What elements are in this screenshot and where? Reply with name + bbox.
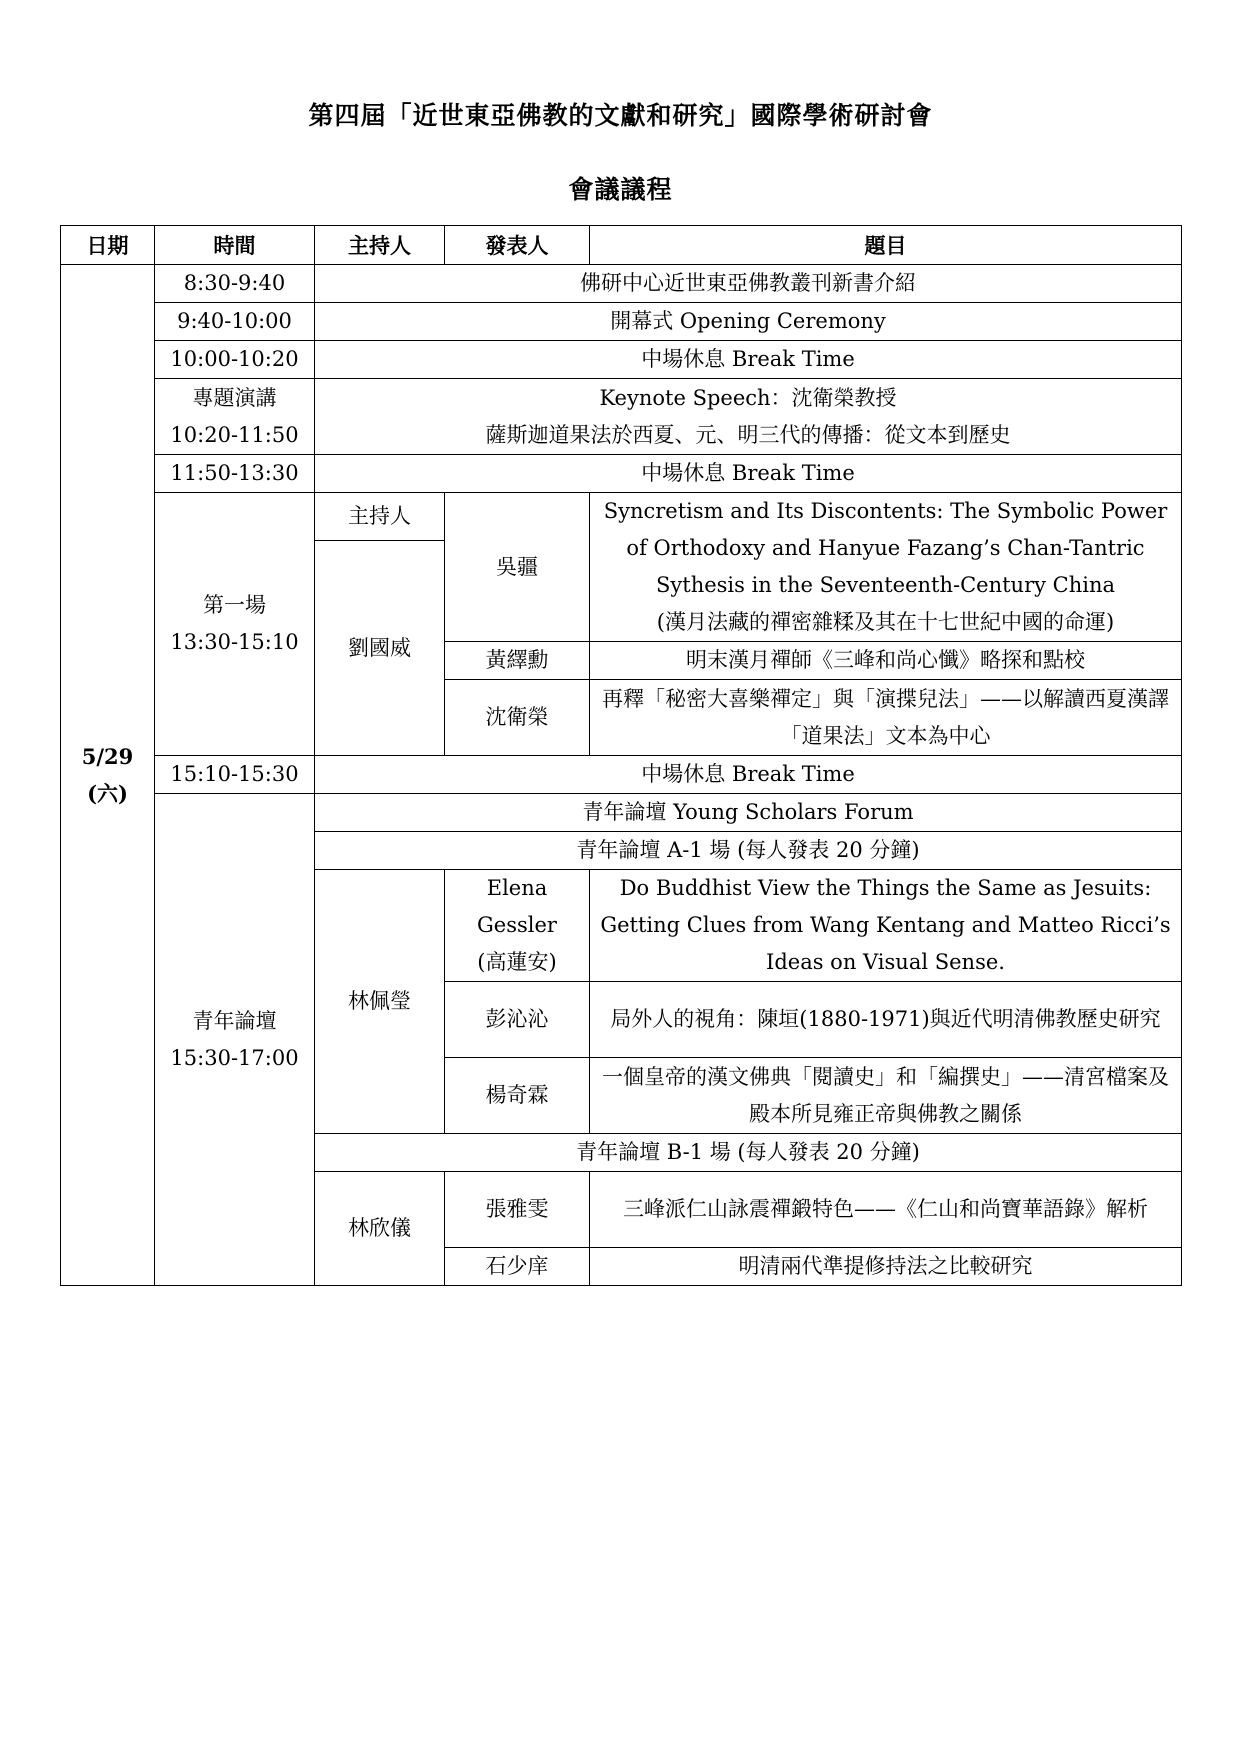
item-cell: 中場休息 Break Time — [315, 756, 1182, 794]
time-cell: 15:10-15:30 — [155, 756, 315, 794]
presenter-name-line: Elena — [486, 876, 548, 900]
header-date: 日期 — [61, 226, 155, 265]
forum-time-cell — [155, 794, 315, 1286]
presenter-cell: 彭沁沁 — [445, 982, 590, 1058]
topic-cell: 局外人的視角：陳垣(1880-1971)與近代明清佛教歷史研究 — [590, 982, 1182, 1058]
forum-a1-chair-cell: 林佩瑩 — [315, 870, 445, 1134]
topic-text: Syncretism and Its Discontents: The Symbolic Power of Orthodoxy and Hanyue Fazang’s Chan-Tantric Sythesis in the Seventeenth-Century China — [603, 499, 1168, 597]
table-row — [61, 493, 1182, 541]
document-title: 第四屆「近世東亞佛教的文獻和研究」國際學術研討會 — [308, 101, 933, 130]
presenter-cell: 石少庠 — [445, 1248, 590, 1286]
item-cell: 開幕式 Opening Ceremony — [315, 303, 1182, 341]
table-row — [61, 455, 1182, 493]
topic-cell: 三峰派仁山詠震禪鍛特色——《仁山和尚寶華語錄》解析 — [590, 1172, 1182, 1248]
item-cell: 中場休息 Break Time — [315, 455, 1182, 493]
chair-label-cell: 主持人 — [315, 493, 445, 541]
presenter-cell: 張雅雯 — [445, 1172, 590, 1248]
topic-cell — [590, 493, 1182, 642]
table-row — [61, 341, 1182, 379]
keynote-cell — [315, 379, 1182, 455]
topic-cell: 再釋「秘密大喜樂禪定」與「演揲兒法」——以解讀西夏漢譯「道果法」文本為中心 — [590, 680, 1182, 756]
forum-time: 15:30-17:00 — [170, 1045, 299, 1070]
forum-label: 青年論壇 — [192, 1008, 277, 1033]
topic-cell: 明清兩代準提修持法之比較研究 — [590, 1248, 1182, 1286]
header-chair: 主持人 — [315, 226, 445, 265]
presenter-name-line: Gessler — [477, 913, 557, 937]
session1-time-cell — [155, 493, 315, 756]
table-row — [61, 303, 1182, 341]
session1-label: 第一場 — [203, 593, 266, 617]
time-cell: 9:40-10:00 — [155, 303, 315, 341]
forum-b1-chair-cell: 林欣儀 — [315, 1172, 445, 1286]
session1-time: 13:30-15:10 — [170, 630, 299, 654]
header-presenter: 發表人 — [445, 226, 590, 265]
topic-cell: 一個皇帝的漢文佛典「閱讀史」和「編撰史」——清宮檔案及殿本所見雍正帝與佛教之關係 — [590, 1058, 1182, 1134]
forum-title-cell: 青年論壇 Young Scholars Forum — [315, 794, 1182, 832]
forum-a1-title-cell: 青年論壇 A-1 場 (每人發表 20 分鐘) — [315, 832, 1182, 870]
forum-b1-title-cell: 青年論壇 B-1 場 (每人發表 20 分鐘) — [315, 1134, 1182, 1172]
keynote-time: 10:20-11:50 — [170, 422, 299, 447]
table-row — [61, 265, 1182, 303]
time-cell: 11:50-13:30 — [155, 455, 315, 493]
keynote-speaker: Keynote Speech：沈衛榮教授 — [599, 385, 897, 410]
presenter-cell: 沈衛榮 — [445, 680, 590, 756]
agenda-table — [60, 225, 1182, 1286]
keynote-title: 薩斯迦道果法於西夏、元、明三代的傳播：從文本到歷史 — [485, 422, 1011, 447]
topic-note: (漢月法藏的禪密雜糅及其在十七世紀中國的命運) — [656, 610, 1115, 634]
date-day: 5/29 — [81, 744, 134, 769]
presenter-cell — [445, 870, 590, 982]
presenter-cell: 黃繹勳 — [445, 642, 590, 680]
table-row — [61, 756, 1182, 794]
agenda-heading: 會議議程 — [568, 175, 673, 204]
presenter-name-line: (高蓮安) — [477, 950, 557, 974]
time-cell — [155, 379, 315, 455]
session1-chair-cell: 劉國威 — [315, 541, 445, 756]
header-topic: 題目 — [590, 226, 1182, 265]
table-header-row — [61, 226, 1182, 265]
date-weekday: (六) — [87, 781, 128, 806]
date-cell — [61, 265, 155, 1286]
presenter-cell: 吳疆 — [445, 493, 590, 642]
header-time: 時間 — [155, 226, 315, 265]
item-cell: 中場休息 Break Time — [315, 341, 1182, 379]
topic-cell: Do Buddhist View the Things the Same as Jesuits: Getting Clues from Wang Kentang and Matteo Ricci’s Ideas on Visual Sense. — [590, 870, 1182, 982]
time-cell: 8:30-9:40 — [155, 265, 315, 303]
keynote-label: 專題演講 — [192, 385, 277, 410]
table-row — [61, 794, 1182, 832]
time-cell: 10:00-10:20 — [155, 341, 315, 379]
item-cell: 佛研中心近世東亞佛教叢刊新書介紹 — [315, 265, 1182, 303]
table-row — [61, 379, 1182, 455]
topic-cell: 明末漢月禪師《三峰和尚心懺》略探和點校 — [590, 642, 1182, 680]
presenter-cell: 楊奇霖 — [445, 1058, 590, 1134]
